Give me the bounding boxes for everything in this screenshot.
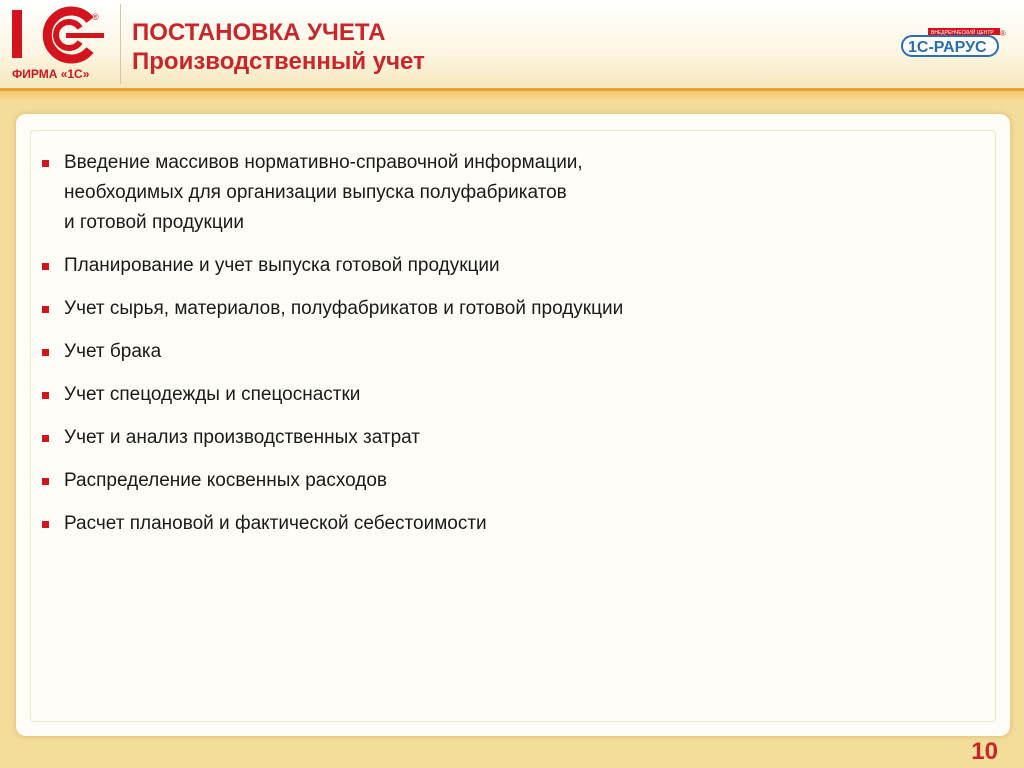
- page-number: 10: [971, 738, 998, 765]
- rarus-registered-mark: ®: [1000, 29, 1006, 38]
- list-item: [40, 466, 940, 496]
- 1c-rarus-logo: [898, 28, 1010, 62]
- header-band: [0, 91, 1024, 103]
- bullet-icon: [42, 478, 49, 485]
- slide-subtitle: Производственный учет: [132, 48, 425, 75]
- firma-1c-caption: ФИРМА «1С»: [12, 67, 90, 81]
- logo-divider: [120, 4, 121, 84]
- bullet-icon: [42, 521, 49, 528]
- list-item-text: Планирование и учет выпуска готовой продукции: [64, 255, 500, 276]
- bullet-icon: [42, 392, 49, 399]
- rarus-tagline: ВНЕДРЕНЧЕСКИЙ ЦЕНТР: [931, 30, 994, 36]
- list-item: [40, 380, 940, 410]
- list-item-text: Расчет плановой и фактической себестоимости: [64, 513, 487, 534]
- bullet-icon: [42, 306, 49, 313]
- bullet-icon: [42, 160, 49, 167]
- list-item-text: Учет брака: [64, 341, 162, 362]
- list-item: [40, 423, 940, 453]
- list-item: [40, 251, 940, 281]
- slide-header: [0, 0, 1024, 91]
- list-item-text: Учет сырья, материалов, полуфабрикатов и готовой продукции: [64, 298, 624, 319]
- list-item-text: Учет спецодежды и спецоснастки: [64, 384, 361, 405]
- bullet-list: [40, 148, 940, 552]
- list-item-text: Учет и анализ производственных затрат: [64, 427, 421, 448]
- bullet-icon: [42, 435, 49, 442]
- bullet-icon: [42, 263, 49, 270]
- list-item: [40, 294, 940, 324]
- slide-title: ПОСТАНОВКА УЧЕТА: [132, 19, 386, 46]
- list-item: [40, 337, 940, 367]
- list-item: [40, 509, 940, 539]
- registered-mark: ®: [92, 12, 99, 22]
- list-item-text: Распределение косвенных расходов: [64, 470, 388, 491]
- firma-1c-logo: [8, 6, 116, 84]
- bullet-icon: [42, 349, 49, 356]
- list-item-text: Введение массивов нормативно-справочной информации, необходимых для организации выпуска полуфабрикатов и готовой продукции: [64, 152, 583, 233]
- rarus-wordmark: 1С-РАРУС: [908, 39, 987, 56]
- list-item: [40, 148, 940, 238]
